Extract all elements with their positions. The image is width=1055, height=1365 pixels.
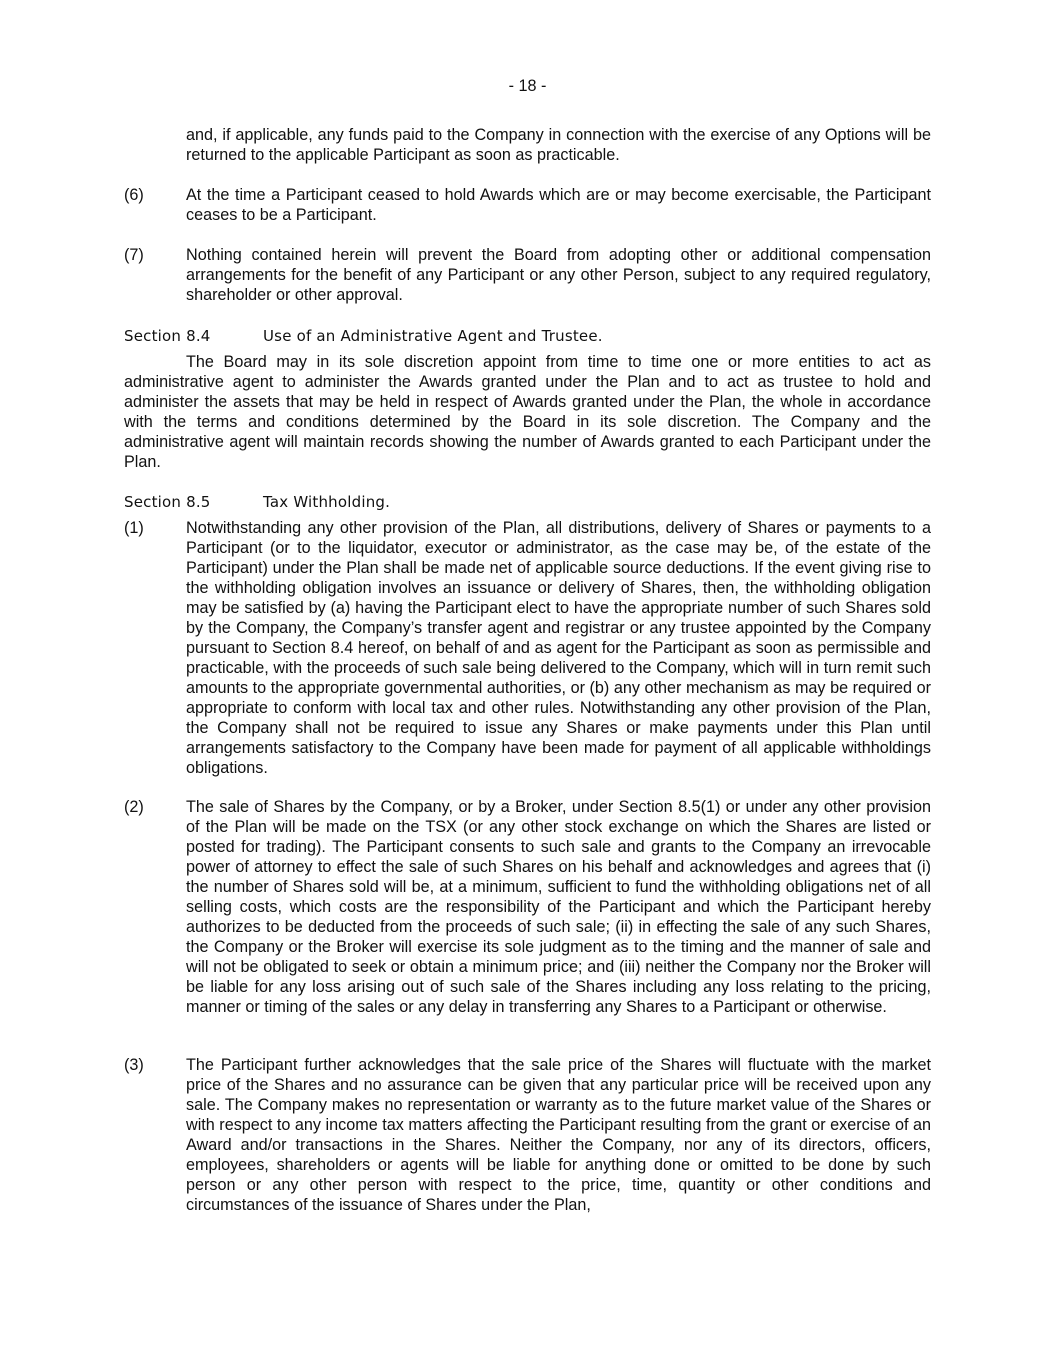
section-title: Use of an Administrative Agent and Trustee. [263, 327, 603, 345]
section-8-4-heading [124, 326, 931, 346]
list-item-3 [124, 1055, 931, 1215]
item-text: At the time a Participant ceased to hold Awards which are or may become exercisable, the Participant ceases to be a Participant. [186, 186, 931, 224]
list-item-2 [124, 797, 931, 1017]
item-number: (6) [124, 186, 144, 204]
section-8-5-heading [124, 492, 931, 512]
item-number: (1) [124, 519, 144, 537]
continuation-paragraph: and, if applicable, any funds paid to the Company in connection with the exercise of any Options will be returned to the applicable Participant as soon as practicable. [186, 126, 931, 164]
section-number: Section 8.4 [124, 327, 211, 345]
list-item-6 [124, 185, 931, 225]
item-number: (7) [124, 246, 144, 264]
item-text: The sale of Shares by the Company, or by a Broker, under Section 8.5(1) or under any other provision of the Plan will be made on the TSX (or any other stock exchange on which the Shares are listed or posted for trading). The Participant consents to such sale and grants to the Company an irrevocable power of attorney to effect the sale of such Shares on his behalf and acknowledges and agrees that (i) the number of Shares sold will be, at a minimum, sufficient to fund the withholding obligations net of all selling costs, which costs are the responsibility of the Participant and which the Participant hereby authorizes to be deducted from the proceeds of such sale; (ii) in effecting the sale of any such Shares, the Company or the Broker will exercise its sole judgment as to the timing and the manner of sale and will not be obligated to seek or obtain a minimum price; and (iii) neither the Company nor the Broker will be liable for any loss arising out of such sale of the Shares including any loss relating to the pricing, manner or timing of the sales or any delay in transferring any Shares to a Participant or otherwise. [186, 798, 931, 1016]
list-item-7 [124, 245, 931, 305]
item-text: The Participant further acknowledges that the sale price of the Shares will fluctuate with the market price of the Shares and no assurance can be given that any particular price will be received upon any sale. The Company makes no representation or warranty as to the future market value of the Shares or with respect to any income tax matters affecting the Participant resulting from the grant or exercise of an Award and/or transactions in the Shares. Neither the Company, nor any of its directors, officers, employees, shareholders or agents will be liable for anything done or omitted to be done by such person or any other person with respect to the price, time, quantity or other conditions and circumstances of the issuance of Shares under the Plan, [186, 1056, 931, 1214]
list-item-1 [124, 518, 931, 778]
item-text: Nothing contained herein will prevent the Board from adopting other or additional compensation arrangements for the benefit of any Participant or any other Person, subject to any required regulatory, shareholder or other approval. [186, 246, 931, 304]
item-number: (3) [124, 1056, 144, 1074]
section-title: Tax Withholding. [263, 493, 391, 511]
item-text: Notwithstanding any other provision of the Plan, all distributions, delivery of Shares or payments to a Participant (or to the liquidator, executor or administrator, as the case may be, of the estate of the Participant) under the Plan shall be made net of applicable source deductions. If the event giving rise to the withholding obligation involves an issuance or delivery of Shares, then, the withholding obligation may be satisfied by (a) having the Participant elect to have the appropriate number of such Shares sold by the Company, the Company’s transfer agent and registrar or any trustee appointed by the Company pursuant to Section 8.4 hereof, on behalf of and as agent for the Participant as soon as permissible and practicable, with the proceeds of such sale being delivered to the Company, which will in turn remit such amounts to the appropriate governmental authorities, or (b) any other mechanism as may be required or appropriate to conform with local tax and other rules. Notwithstanding any other provision of the Plan, the Company shall not be required to issue any Shares or make payments under this Plan until arrangements satisfactory to the Company have been made for payment of all applicable withholdings obligations. [186, 519, 931, 777]
section-8-4-body: The Board may in its sole discretion appoint from time to time one or more entities to act as administrative agent to administer the Awards granted under the Plan and to act as trustee to hold and administer the assets that may be held in respect of Awards granted under the Plan, the whole in accordance with the terms and conditions determined by the Board in its sole discretion. The Company and the administrative agent will maintain records showing the number of Awards granted to each Participant under the Plan. [124, 353, 931, 471]
section-number: Section 8.5 [124, 493, 211, 511]
page-number: - 18 - [508, 77, 547, 95]
item-number: (2) [124, 798, 144, 816]
